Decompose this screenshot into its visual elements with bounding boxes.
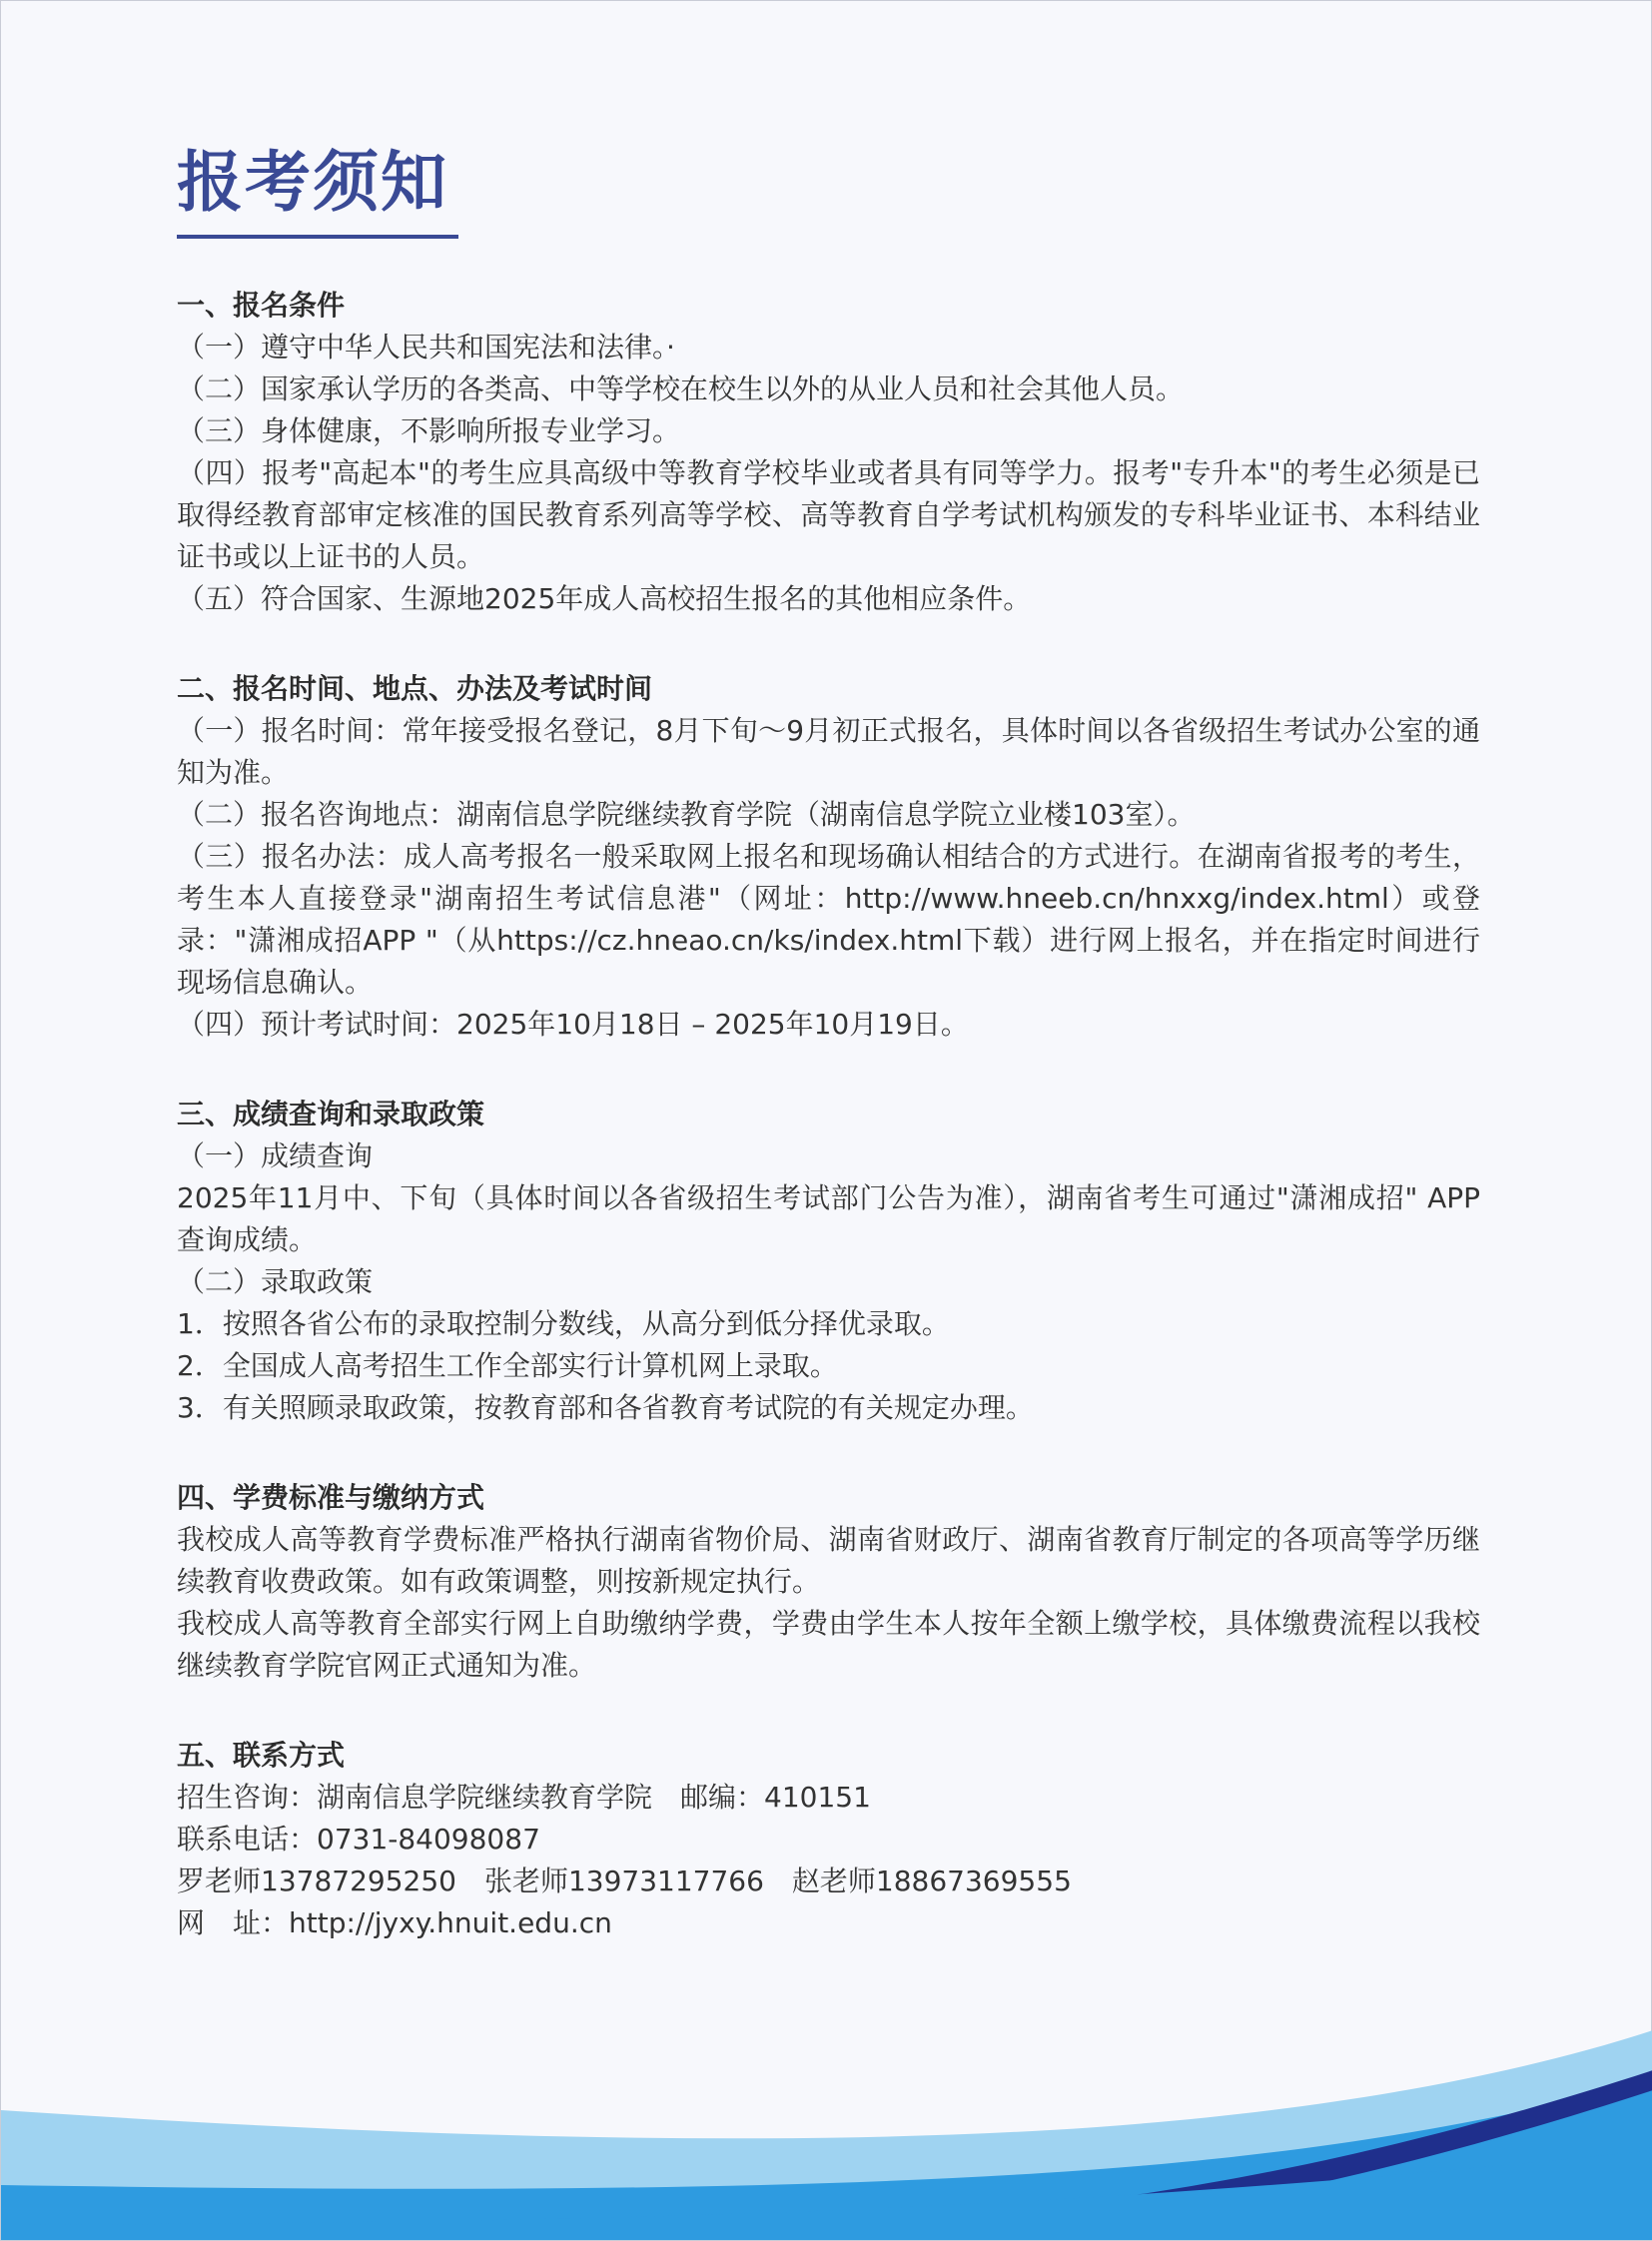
page-title: 报考须知 bbox=[177, 144, 448, 221]
paragraph: 我校成人高等教育全部实行网上自助缴纳学费，学费由学生本人按年全额上缴学校，具体缴费流程以我校继续教育学院官网正式通知为准。 bbox=[177, 1607, 1480, 1682]
section-heading: 三、成绩查询和录取政策 bbox=[177, 1098, 485, 1130]
paragraph: （五）符合国家、生源地2025年成人高校招生报名的其他相应条件。 bbox=[177, 582, 1032, 615]
paragraph: （四）报考"高起本"的考生应具高级中等教育学校毕业或者具有同等学力。报考"专升本"的考生必须是已取得经教育部审定核准的国民教育系列高等学校、高等教育自学考试机构颁发的专科毕业证书、本科结业证书或以上证书的人员。 bbox=[177, 456, 1480, 573]
contact-address: 招生咨询：湖南信息学院继续教育学院 邮编：410151 bbox=[177, 1781, 871, 1814]
bottom-wave-decoration bbox=[1, 2000, 1652, 2240]
section-heading: 四、学费标准与缴纳方式 bbox=[177, 1481, 485, 1514]
section-heading: 五、联系方式 bbox=[177, 1739, 346, 1772]
title-underline bbox=[177, 235, 458, 239]
paragraph: （三）报名办法：成人高考报名一般采取网上报名和现场确认相结合的方式进行。在湖南省报考的考生，考生本人直接登录"湖南招生考试信息港"（网址：http://www.hneeb.cn/hnxxg/index.html）或登录："潇湘成招APP "（从https://cz.hneao.cn/ks/index.html下载）进行网上报名，并在指定时间进行现场信息确认。 bbox=[177, 840, 1480, 999]
section-registration-time-place bbox=[177, 668, 1480, 1046]
paragraph: （二）录取政策 bbox=[177, 1265, 374, 1298]
paragraph: （一）遵守中华人民共和国宪法和法律。· bbox=[177, 331, 675, 364]
paragraph: 我校成人高等教育学费标准严格执行湖南省物价局、湖南省财政厅、湖南省教育厅制定的各项高等学历继续教育收费政策。如有政策调整，则按新规定执行。 bbox=[177, 1523, 1480, 1598]
paragraph: （四）预计考试时间：2025年10月18日 – 2025年10月19日。 bbox=[177, 1008, 969, 1041]
paragraph: 3．有关照顾录取政策，按教育部和各省教育考试院的有关规定办理。 bbox=[177, 1391, 1034, 1424]
section-scores-admission bbox=[177, 1094, 1480, 1429]
paragraph: （二）报名咨询地点：湖南信息学院继续教育学院（湖南信息学院立业楼103室）。 bbox=[177, 798, 1196, 831]
paragraph: （一）报名时间：常年接受报名登记，8月下旬～9月初正式报名，具体时间以各省级招生考试办公室的通知为准。 bbox=[177, 714, 1480, 789]
paragraph: （二）国家承认学历的各类高、中等学校在校生以外的从业人员和社会其他人员。 bbox=[177, 373, 1185, 405]
paragraph: （一）成绩查询 bbox=[177, 1139, 374, 1172]
paragraph: 1．按照各省公布的录取控制分数线，从高分到低分择优录取。 bbox=[177, 1307, 950, 1340]
contact-website: 网 址：http://jyxy.hnuit.edu.cn bbox=[177, 1906, 612, 1939]
section-heading: 一、报名条件 bbox=[177, 289, 346, 322]
paragraph: （三）身体健康，不影响所报专业学习。 bbox=[177, 414, 681, 447]
contact-teachers: 罗老师13787295250 张老师13973117766 赵老师18867369555 bbox=[177, 1865, 1072, 1897]
section-heading: 二、报名时间、地点、办法及考试时间 bbox=[177, 672, 653, 705]
section-tuition bbox=[177, 1477, 1480, 1687]
notice-content bbox=[177, 141, 1480, 1992]
section-contact bbox=[177, 1735, 1480, 1944]
contact-phone: 联系电话：0731-84098087 bbox=[177, 1823, 540, 1856]
paragraph: 2．全国成人高考招生工作全部实行计算机网上录取。 bbox=[177, 1349, 838, 1382]
section-registration-conditions bbox=[177, 285, 1480, 620]
paragraph: 2025年11月中、下旬（具体时间以各省级招生考试部门公告为准），湖南省考生可通过"潇湘成招" APP 查询成绩。 bbox=[177, 1181, 1480, 1256]
